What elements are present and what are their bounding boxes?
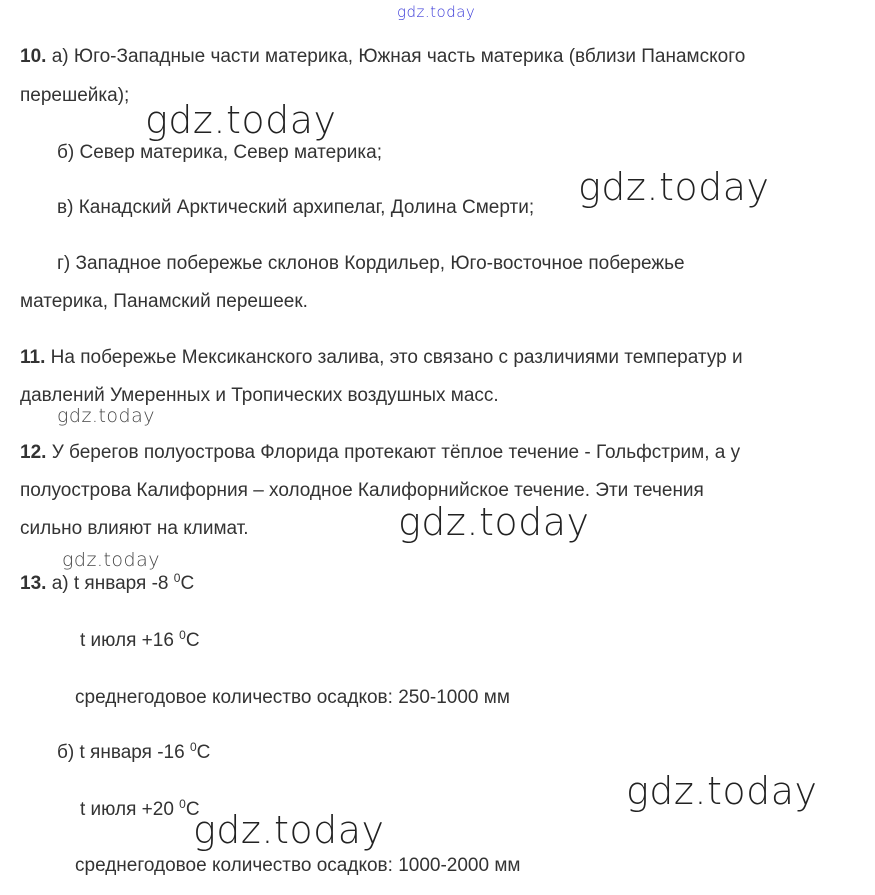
q12-line-2: полуострова Калифорния – холодное Калифорнийское течение. Эти течения	[20, 480, 704, 501]
unit: C	[196, 742, 211, 763]
q13-number: 13.	[20, 573, 47, 594]
q10-number: 10.	[20, 46, 47, 67]
q13-b-january	[57, 741, 210, 765]
q13-b-precipitation: среднегодовое количество осадков: 1000-2000 мм	[75, 855, 521, 876]
temp-text: а) t января -8	[51, 573, 174, 594]
unit: C	[185, 799, 200, 820]
unit: C	[185, 630, 200, 651]
unit: C	[180, 573, 195, 594]
q13-a-january	[20, 572, 194, 596]
temp-text: t июля +16	[80, 630, 180, 651]
degree: 0	[173, 571, 181, 585]
q12-text: У берегов полуострова Флорида протекают тёплое течение - Гольфстрим, а у	[51, 442, 741, 463]
q10-line-b: б) Север материка, Север материка;	[57, 142, 382, 163]
q10-line-a2: перешейка);	[20, 85, 130, 106]
q10-line-a1	[20, 45, 745, 69]
q13-a-precipitation: среднегодовое количество осадков: 250-1000 мм	[75, 687, 510, 708]
degree: 0	[179, 797, 186, 811]
q13-a-july	[80, 629, 200, 653]
temp-text: t июля +20	[80, 799, 180, 820]
watermark: gdz.today	[578, 165, 770, 209]
q10-line-g1: г) Западное побережье склонов Кордильер, Юго-восточное побережье	[57, 253, 685, 274]
q10-line-v: в) Канадский Арктический архипелаг, Долина Смерти;	[57, 197, 535, 218]
q12-number: 12.	[20, 442, 47, 463]
watermark: gdz.today	[398, 500, 590, 544]
q11-line-2: давлений Умеренных и Тропических воздушных масс.	[20, 385, 499, 406]
watermark: gdz.today	[62, 549, 160, 571]
degree: 0	[189, 740, 197, 754]
q12-line-1	[20, 441, 740, 465]
watermark: gdz.today	[57, 405, 155, 427]
watermark: gdz.today	[193, 808, 385, 852]
q11-number: 11.	[20, 347, 46, 368]
watermark: gdz.today	[145, 98, 337, 142]
q13-b-july	[80, 798, 200, 822]
watermark: gdz.today	[626, 769, 818, 813]
q10-a-text: а) Юго-Западные части материка, Южная часть материка (вблизи Панамского	[51, 46, 746, 67]
q10-line-g2: материка, Панамский перешеек.	[20, 291, 308, 312]
watermark: gdz.today	[397, 3, 476, 21]
degree: 0	[179, 628, 186, 642]
temp-text: б) t января -16	[57, 742, 190, 763]
q11-text: На побережье Мексиканского залива, это связано с различиями температур и	[50, 347, 743, 368]
q12-line-3: сильно влияют на климат.	[20, 518, 249, 539]
q11-line-1	[20, 346, 743, 370]
